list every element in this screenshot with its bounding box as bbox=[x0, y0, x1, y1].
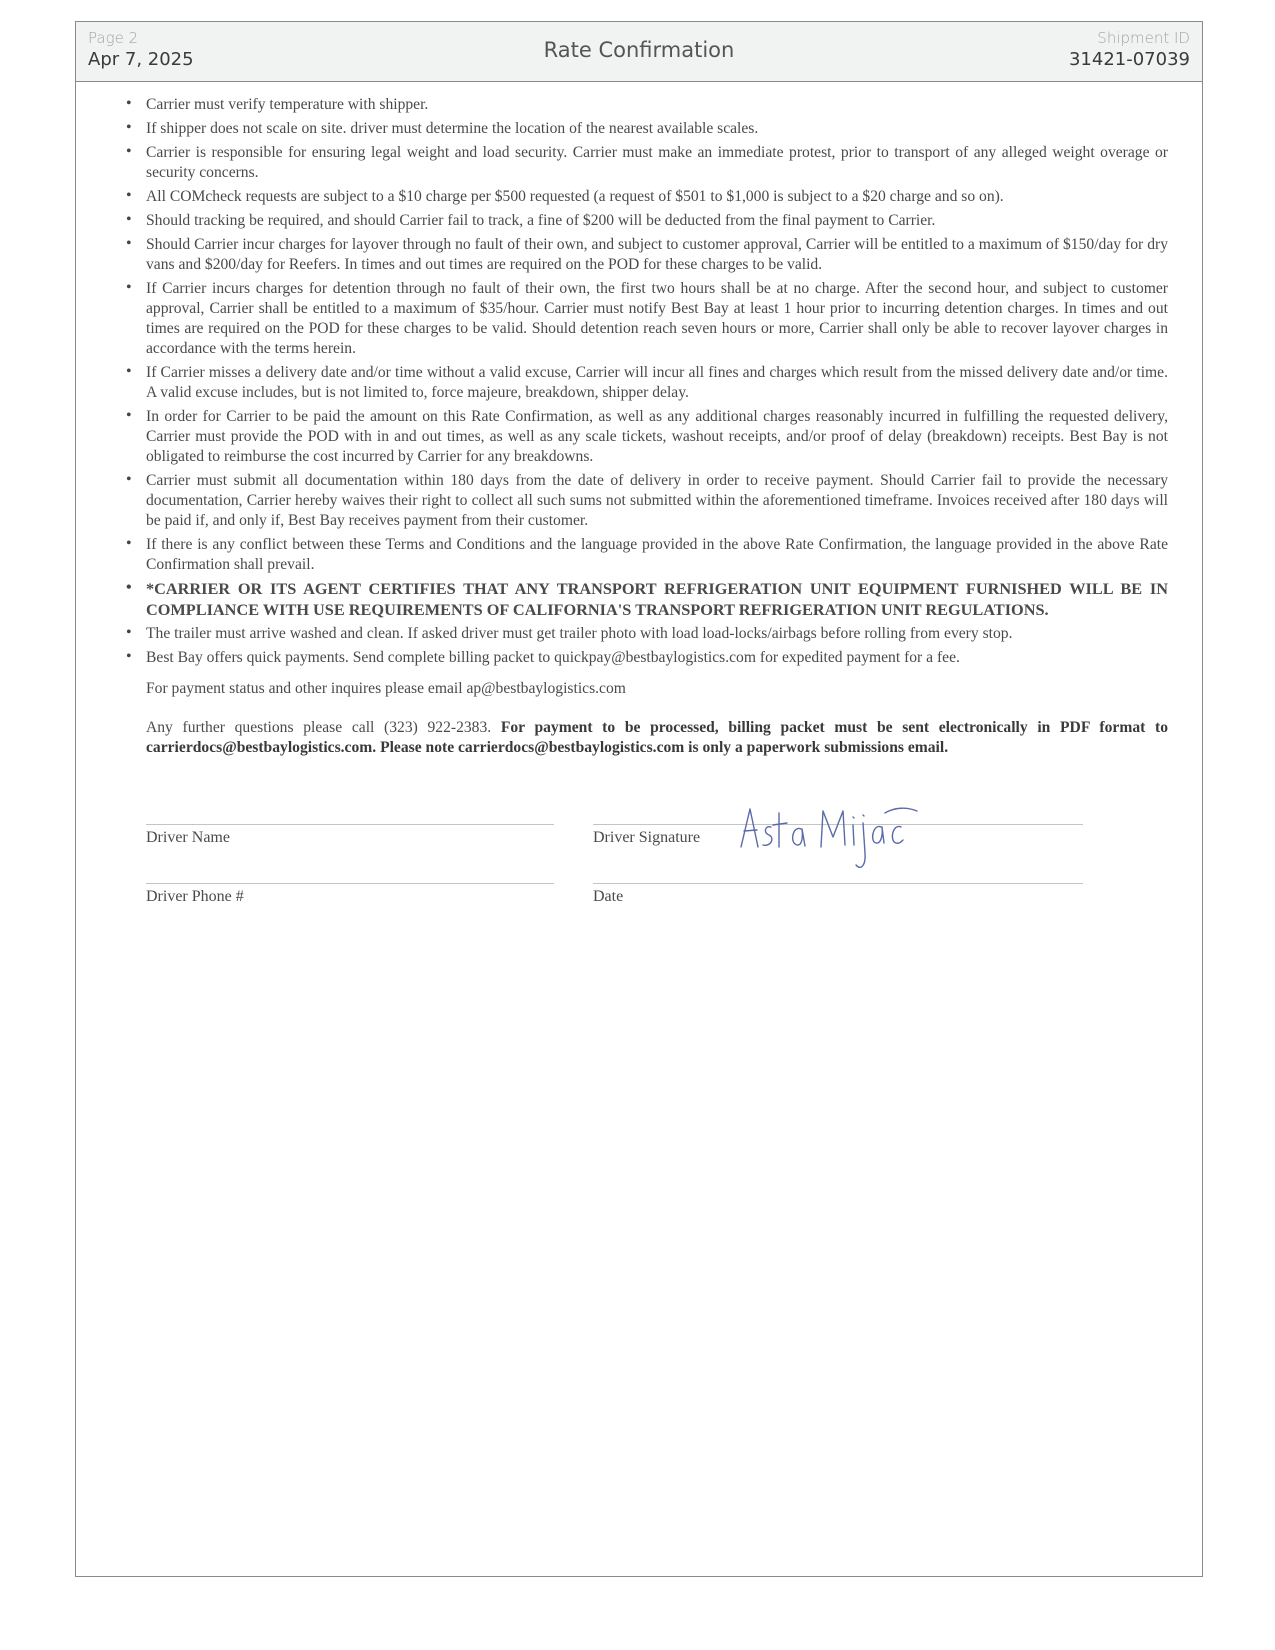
shipment-id-label: Shipment ID bbox=[1097, 29, 1190, 47]
signature-stroke bbox=[773, 823, 787, 825]
term-text: Carrier must verify temperature with shipper. bbox=[146, 96, 429, 113]
signature-stroke bbox=[744, 830, 757, 831]
term-text: All COMcheck requests are subject to a $10 charge per $500 requested (a request of $501 to $1,000 is subject to a $20 charge and so on). bbox=[146, 188, 1004, 205]
signature-stroke bbox=[873, 826, 884, 843]
term-item bbox=[126, 363, 1168, 403]
term-text: Carrier must submit all documentation within 180 days from the date of delivery in order to receive payment. Should Carrier fail to provide the necessary documentation, Carrier hereby waives their right to collect all such sums not submitted within the aforementioned timeframe. Invoices received after 180 days will be paid if, and only if, Best Bay receives payment from their customer. bbox=[146, 472, 1168, 529]
signature-stroke bbox=[821, 811, 845, 847]
payment-status-note: For payment status and other inquires please email ap@bestbaylogistics.com bbox=[146, 680, 626, 697]
questions-bold: For payment to be processed, billing packet must be sent electronically in PDF format to carrierdocs@bestbaylogistics.com. Please note carrierdocs@bestbaylogistics.com is only a paperwork submissions email. bbox=[146, 719, 1168, 756]
term-item bbox=[126, 119, 1168, 139]
bullet-icon: • bbox=[126, 471, 132, 488]
date-label: Date bbox=[593, 888, 624, 905]
driver-signature-label: Driver Signature bbox=[593, 829, 701, 846]
signature-stroke bbox=[863, 815, 864, 816]
term-text: Should tracking be required, and should Carrier fail to track, a fine of $200 will be deducted from the final payment to Carrier. bbox=[146, 212, 936, 229]
signature-stroke bbox=[885, 808, 917, 813]
term-text: Should Carrier incur charges for layover through no fault of their own, and subject to customer approval, Carrier will be entitled to a maximum of $150/day for dry vans and $200/day for Reefers. In times and out times are required on the POD for these charges to be valid. bbox=[146, 236, 1168, 273]
questions-note bbox=[146, 718, 1168, 758]
bullet-icon: • bbox=[126, 119, 132, 136]
bullet-icon: • bbox=[126, 279, 132, 296]
page-frame bbox=[75, 21, 1203, 1577]
signature-stroke bbox=[856, 823, 865, 867]
signature-stroke bbox=[892, 826, 903, 843]
bullet-icon: • bbox=[126, 187, 132, 204]
bullet-icon: • bbox=[126, 235, 132, 252]
signature-stroke bbox=[793, 828, 805, 846]
term-text: In order for Carrier to be paid the amount on this Rate Confirmation, as well as any additional charges reasonably incurred in fulfilling the requested delivery, Carrier must provide the POD with in and out times, as well as any scale tickets, washout receipts, and/or proof of delay (breakdown) receipts. Best Bay is not obligated to reimburse the cost incurred by Carrier for any breakdowns. bbox=[146, 408, 1168, 465]
term-text: If shipper does not scale on site. driver must determine the location of the nearest available scales. bbox=[146, 120, 759, 137]
signature-stroke bbox=[853, 817, 854, 818]
bullet-icon: • bbox=[126, 648, 132, 665]
driver-name-label: Driver Name bbox=[146, 829, 230, 846]
bullet-icon: • bbox=[126, 211, 132, 228]
header-right bbox=[1069, 29, 1190, 73]
signature-stroke bbox=[741, 809, 758, 847]
term-text: If Carrier misses a delivery date and/or time without a valid excuse, Carrier will incur all fines and charges which result from the missed delivery date and/or time. A valid excuse includes, but is not limited to, force majeure, breakdown, shipper delay. bbox=[146, 364, 1168, 401]
bullet-icon: • bbox=[126, 535, 132, 552]
term-item bbox=[126, 648, 1168, 668]
page-header bbox=[76, 22, 1202, 82]
term-item bbox=[126, 235, 1168, 275]
bullet-icon: • bbox=[126, 624, 132, 641]
shipment-id-value: 31421-07039 bbox=[1068, 49, 1190, 70]
term-text: Carrier is responsible for ensuring legal weight and load security. Carrier must make an immediate protest, prior to transport of any alleged weight overage or security concerns. bbox=[146, 144, 1168, 181]
term-text: *CARRIER OR ITS AGENT CERTIFIES THAT ANY TRANSPORT REFRIGERATION UNIT EQUIPMENT FURNISHED WILL BE IN COMPLIANCE WITH USE REQUIREMENTS OF CALIFORNIA'S TRANSPORT REFRIGERATION UNIT REGULATIONS. bbox=[146, 579, 1168, 619]
signature-stroke bbox=[853, 825, 854, 845]
term-item bbox=[126, 279, 1168, 359]
document-title: Rate Confirmation bbox=[543, 38, 735, 62]
driver-phone-line[interactable] bbox=[146, 883, 554, 884]
term-item bbox=[126, 471, 1168, 531]
term-item bbox=[126, 624, 1168, 644]
bullet-icon: • bbox=[126, 407, 132, 424]
driver-name-line[interactable] bbox=[146, 824, 554, 825]
handwritten-signature bbox=[735, 805, 935, 885]
term-item bbox=[126, 187, 1168, 207]
term-item-certification bbox=[126, 579, 1168, 620]
document-date: Apr 7, 2025 bbox=[88, 49, 194, 70]
term-text: If Carrier incurs charges for detention through no fault of their own, the first two hours shall be at no charge. After the second hour, and subject to customer approval, Carrier shall be entitled to a maximum of $35/hour. Carrier must notify Best Bay at least 1 hour prior to incurring detention charges. In times and out times are required on the POD for these charges to be valid. Should detention reach seven hours or more, Carrier shall only be able to recover layover charges in accordance with the terms herein. bbox=[146, 280, 1168, 357]
term-item bbox=[126, 211, 1168, 231]
term-text: The trailer must arrive washed and clean. If asked driver must get trailer photo with load load-locks/airbags before rolling from every stop. bbox=[146, 625, 1013, 642]
driver-phone-label: Driver Phone # bbox=[146, 888, 244, 905]
signature-stroke bbox=[763, 827, 772, 846]
bullet-icon: • bbox=[126, 363, 132, 380]
bullet-icon: • bbox=[126, 579, 132, 596]
term-item bbox=[126, 95, 1168, 115]
terms-list bbox=[126, 95, 1168, 672]
term-item bbox=[126, 143, 1168, 183]
questions-intro: Any further questions please call (323) 922-2383. bbox=[146, 719, 501, 736]
page-number: Page 2 bbox=[88, 29, 139, 47]
term-text: Best Bay offers quick payments. Send complete billing packet to quickpay@bestbaylogistics.com for expedited payment for a fee. bbox=[146, 649, 960, 666]
term-text: If there is any conflict between these Terms and Conditions and the language provided in the above Rate Confirmation, the language provided in the above Rate Confirmation shall prevail. bbox=[146, 536, 1168, 573]
bullet-icon: • bbox=[126, 95, 132, 112]
term-item bbox=[126, 407, 1168, 467]
bullet-icon: • bbox=[126, 143, 132, 160]
term-item bbox=[126, 535, 1168, 575]
